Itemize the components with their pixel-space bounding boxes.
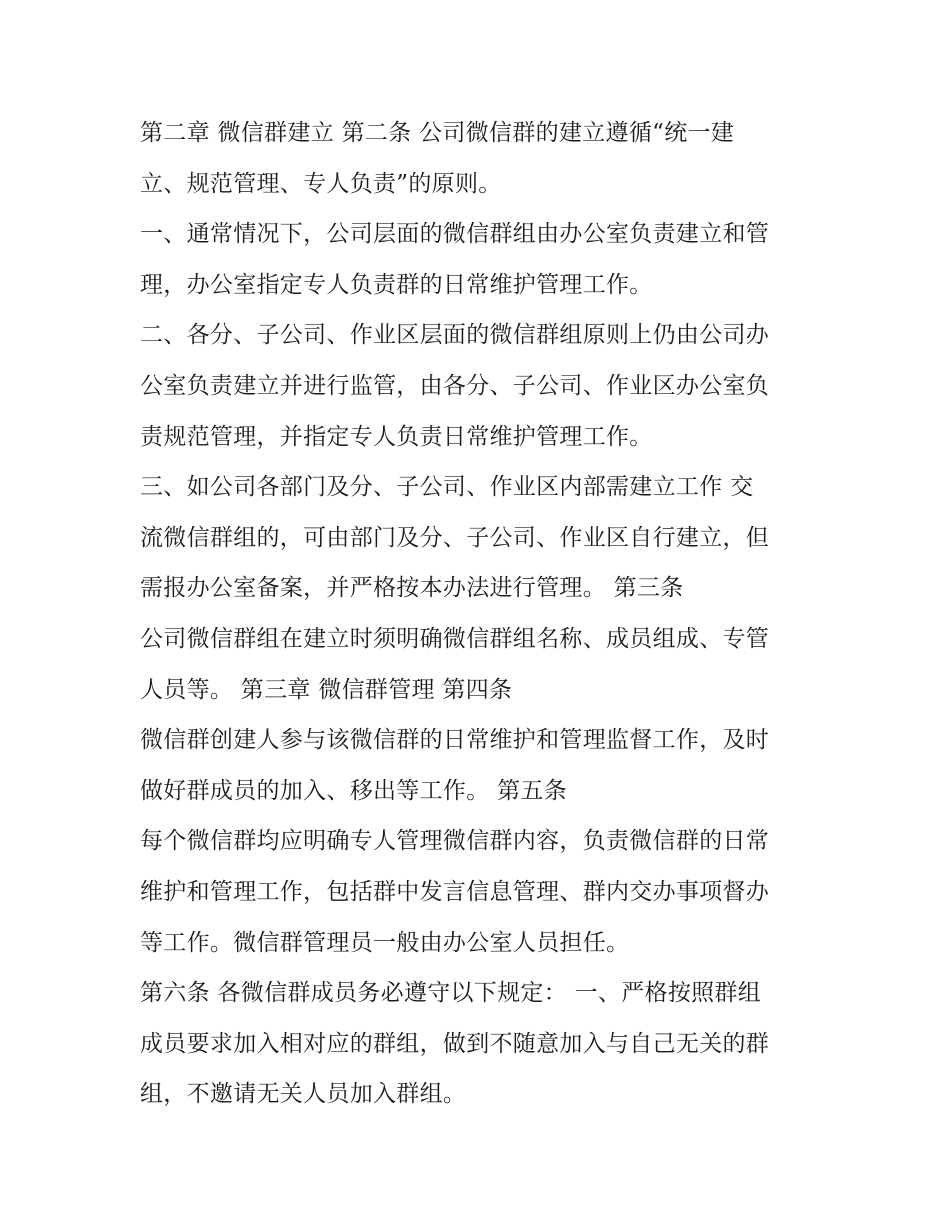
text-line: 立、规范管理、专人负责”的原则。 bbox=[140, 170, 502, 197]
text-line: 二、各分、子公司、作业区层面的微信群组原则上仍由公司办 bbox=[140, 322, 770, 349]
text-line: 人员等。 第三章 微信群管理 第四条 bbox=[140, 676, 513, 703]
document-body bbox=[140, 108, 830, 1120]
text-line: 流微信群组的，可由部门及分、子公司、作业区自行建立，但 bbox=[140, 524, 770, 551]
text-line: 公室负责建立并进行监管，由各分、子公司、作业区办公室负 bbox=[140, 372, 770, 399]
text-line: 第二章 微信群建立 第二条 公司微信群的建立遵循“统一建 bbox=[140, 120, 735, 146]
text-line: 微信群创建人参与该微信群的日常维护和管理监督工作，及时 bbox=[140, 727, 770, 754]
text-line: 等工作。微信群管理员一般由办公室人员担任。 bbox=[140, 929, 630, 956]
text-line: 每个微信群均应明确专人管理微信群内容，负责微信群的日常 bbox=[140, 828, 770, 855]
text-line: 需报办公室备案，并严格按本办法进行管理。 第三条 bbox=[140, 575, 684, 602]
text-line: 三、如公司各部门及分、子公司、作业区内部需建立工作 交 bbox=[140, 474, 754, 501]
text-line: 理，办公室指定专人负责群的日常维护管理工作。 bbox=[140, 271, 653, 298]
text-line: 第六条 各微信群成员务必遵守以下规定： 一、严格按照群组 bbox=[140, 980, 762, 1007]
text-line: 公司微信群组在建立时须明确微信群组名称、成员组成、专管 bbox=[140, 625, 770, 652]
text-line: 组，不邀请无关人员加入群组。 bbox=[140, 1081, 467, 1108]
text-line: 责规范管理，并指定专人负责日常维护管理工作。 bbox=[140, 423, 653, 450]
text-line: 维护和管理工作，包括群中发言信息管理、群内交办事项督办 bbox=[140, 878, 770, 905]
text-line: 做好群成员的加入、移出等工作。 第五条 bbox=[140, 777, 568, 804]
text-line: 一、通常情况下，公司层面的微信群组由办公室负责建立和管 bbox=[140, 221, 770, 248]
text-line: 成员要求加入相对应的群组，做到不随意加入与自己无关的群 bbox=[140, 1030, 770, 1057]
